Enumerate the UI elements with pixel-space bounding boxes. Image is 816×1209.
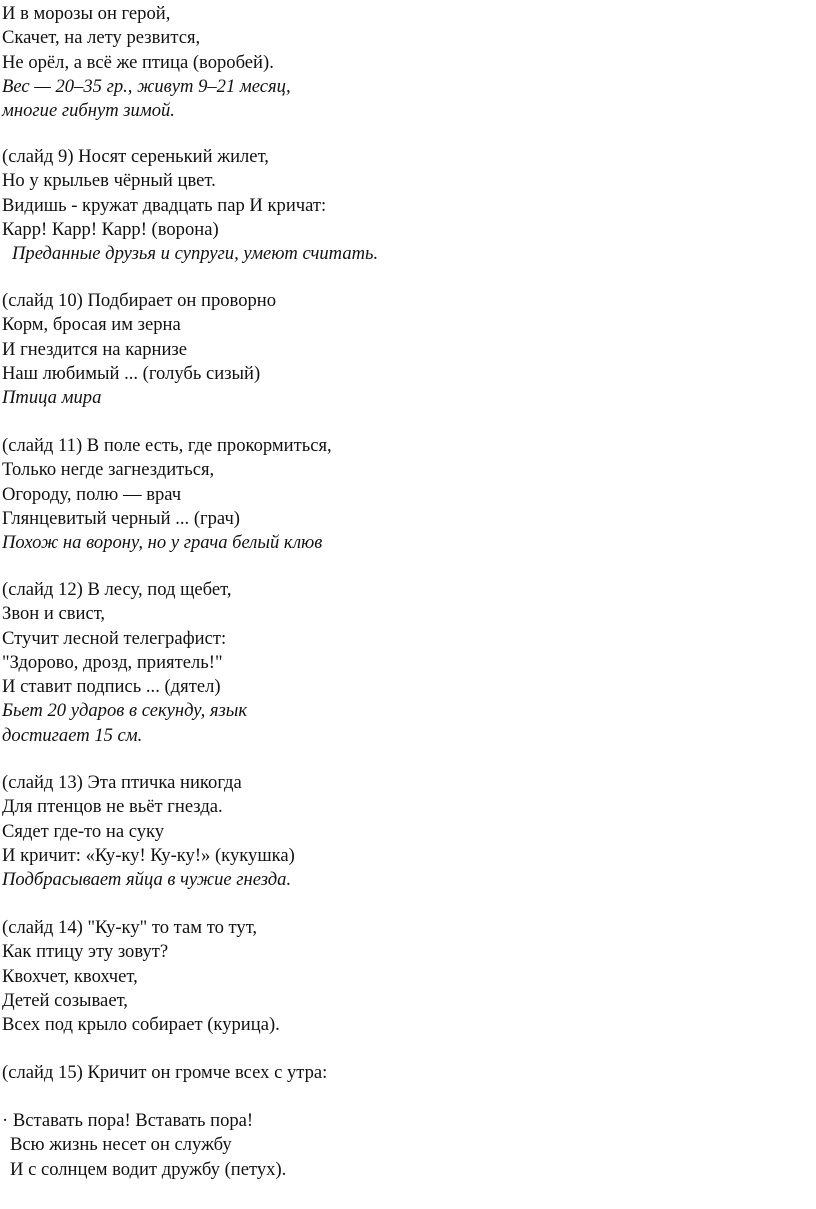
poem-line: (слайд 10) Подбирает он проворно: [2, 290, 277, 311]
poem-line: Наш любимый ... (голубь сизый): [2, 362, 261, 384]
poem-line: Сядет где-то на суку: [2, 820, 165, 842]
poem-line: (слайд 14) "Ку-ку" то там то тут,: [2, 917, 258, 938]
poem-line: (слайд 9) Носят серенький жилет,: [2, 146, 269, 167]
poem-line: Детей созывает,: [2, 989, 128, 1011]
poem-line: Всю жизнь несет он службу: [10, 1134, 232, 1156]
bird-fact-note: многие гибнут зимой.: [2, 100, 175, 122]
poem-line: И с солнцем водит дружбу (петух).: [10, 1158, 287, 1180]
poem-line: Огороду, полю — врач: [2, 483, 182, 505]
stanza-hen: [2, 916, 280, 1037]
poem-line: Только негде загнездиться,: [2, 459, 215, 481]
stanza-crow: [2, 145, 378, 266]
poem-line: Как птицу эту зовут?: [2, 941, 169, 963]
bird-fact-note: Бьет 20 ударов в секунду, язык: [2, 700, 248, 722]
poem-line: (слайд 13) Эта птичка никогда: [2, 772, 242, 793]
stanza-cuckoo: [2, 771, 295, 892]
bird-fact-note: Подбрасывает яйца в чужие гнезда.: [2, 869, 292, 891]
poem-line: · Вставать пора! Вставать пора!: [2, 1110, 254, 1131]
poem-line: (слайд 11) В поле есть, где прокормиться,: [2, 435, 332, 456]
poem-line: И гнездится на карнизе: [2, 338, 188, 360]
poem-line: Не орёл, а всё же птица (воробей).: [2, 51, 274, 73]
poem-line: Звон и свист,: [2, 603, 106, 625]
poem-line: Квохчет, квохчет,: [2, 965, 138, 987]
poem-line: Глянцевитый черный ... (грач): [2, 507, 240, 529]
stanza-rook: [2, 434, 332, 555]
poem-line: Видишь - кружат двадцать пар И кричат:: [2, 194, 327, 216]
stanza-pigeon: [2, 289, 276, 410]
stanza-woodpecker: [2, 578, 247, 748]
poem-line: И ставит подпись ... (дятел): [2, 676, 221, 698]
poem-line: Скачет, на лету резвится,: [2, 27, 201, 49]
bird-fact-note: Похож на ворону, но у грача белый клюв: [2, 532, 323, 554]
bird-fact-note: Птица мира: [2, 387, 102, 409]
poem-line: Карр! Карр! Карр! (ворона): [2, 218, 219, 240]
stanza-sparrow: [2, 2, 291, 123]
poem-line: (слайд 15) Кричит он громче всех с утра:: [2, 1062, 328, 1083]
poem-line: Но у крыльев чёрный цвет.: [2, 170, 216, 192]
bird-fact-note: Вес — 20–35 гр., живут 9–21 месяц,: [2, 75, 291, 97]
poem-line: И кричит: «Ку-ку! Ку-ку!» (кукушка): [2, 844, 295, 866]
stanza-rooster: [2, 1109, 286, 1182]
stanza-rooster-intro: [2, 1061, 327, 1085]
poem-line: Для птенцов не вьёт гнезда.: [2, 796, 223, 818]
poem-line: (слайд 12) В лесу, под щебет,: [2, 579, 232, 600]
poem-line: Корм, бросая им зерна: [2, 314, 181, 336]
bird-fact-note: Преданные друзья и супруги, умеют считать.: [12, 243, 379, 265]
poem-line: И в морозы он герой,: [2, 3, 171, 24]
poem-line: Всех под крыло собирает (курица).: [2, 1014, 280, 1036]
poem-line: "Здорово, дрозд, приятель!": [2, 651, 223, 673]
poem-line: Стучит лесной телеграфист:: [2, 627, 227, 649]
bird-fact-note: достигает 15 см.: [2, 724, 143, 746]
